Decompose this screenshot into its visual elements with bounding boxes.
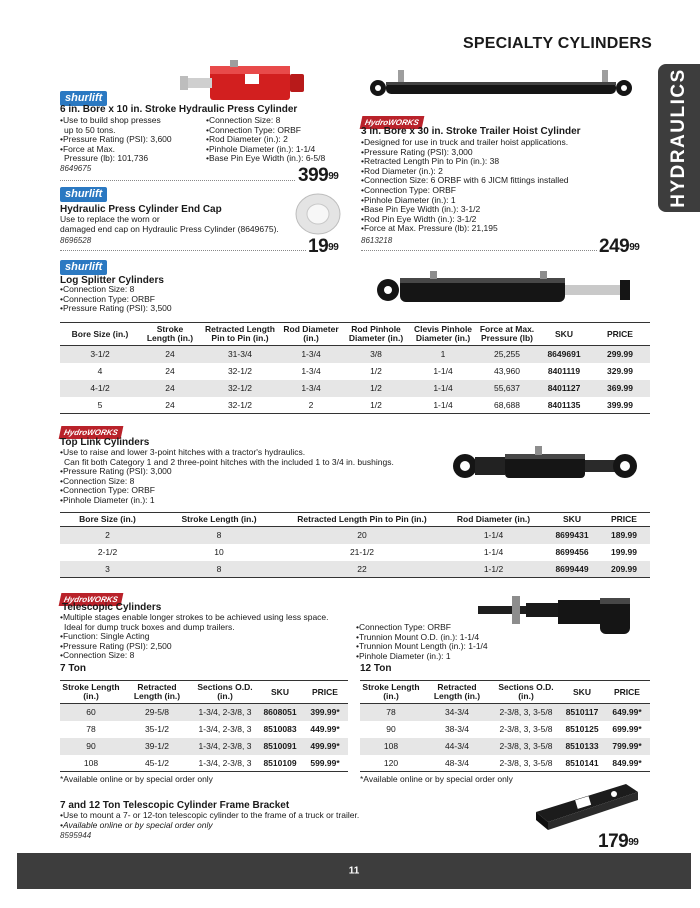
- hoist-cylinder-title: 3 in. Bore x 30 in. Stroke Trailer Hoist Cylinder: [361, 126, 581, 137]
- telescopic-title: Telescopic Cylinders: [62, 602, 162, 613]
- table-cell: 1-3/4: [280, 346, 342, 363]
- footnote-7-ton: *Available online or by special order only: [60, 774, 213, 784]
- feature-line: •Pressure Rating (PSI): 3,600: [60, 134, 172, 145]
- sku-cell: 8510117: [560, 704, 604, 721]
- table-cell: 48-3/4: [422, 755, 492, 772]
- table-cell: 2-3/8, 3, 3-5/8: [499, 724, 553, 734]
- price-dollars: 19: [308, 236, 329, 257]
- sku-cell: 8510133: [560, 738, 604, 755]
- telescopic-7-ton-table: [60, 680, 348, 772]
- top-link-features: [60, 448, 394, 506]
- price-cell: 499.99*: [302, 738, 348, 755]
- telescopic-image: [478, 594, 640, 640]
- column-header: Rod Pinhole Diameter (in.): [342, 323, 410, 346]
- price-cell: 209.99: [598, 561, 650, 578]
- table-cell: 8: [155, 561, 283, 578]
- table-cell: 1/2: [342, 380, 410, 397]
- price-cell: 599.99*: [302, 755, 348, 772]
- table-cell: 25,255: [476, 346, 538, 363]
- section-tab-label: HYDRAULICS: [668, 68, 689, 208]
- table-cell: 1-3/4, 2-3/8, 3: [192, 738, 258, 755]
- shurlift-logo: shurlift: [60, 260, 107, 275]
- log-splitter-features: [60, 285, 172, 314]
- feature-line: •Rod Pin Eye Width (in.): 3-1/2: [361, 213, 477, 224]
- table-row: [60, 397, 650, 414]
- page-footer: [17, 853, 691, 889]
- table-cell: 32-1/2: [227, 366, 253, 376]
- table-cell: 1-1/4: [441, 527, 546, 544]
- table-cell: 8: [155, 527, 283, 544]
- table-cell: 22: [283, 561, 441, 578]
- table-cell: 32-1/2: [200, 397, 280, 414]
- feature-line: up to 50 tons.: [64, 124, 116, 135]
- sku-cell: 8699456: [555, 547, 589, 557]
- table-cell: 1-1/4: [433, 366, 453, 376]
- feature-line: •Pinhole Diameter (in.): 1: [356, 650, 451, 661]
- table-cell: 90: [386, 724, 396, 734]
- table-cell: 120: [360, 755, 422, 772]
- price-cents: 99: [629, 242, 640, 253]
- page-number: 11: [348, 865, 360, 877]
- feature-line: •Retracted Length Pin to Pin (in.): 38: [361, 156, 500, 167]
- feature-line: Can fit both Category 1 and 2 three-point hitches with the included 1 to 3/4 in. bushings.: [64, 456, 394, 467]
- table-cell: 45-1/2: [122, 755, 192, 772]
- table-cell: 24: [165, 366, 175, 376]
- table-cell: 39-1/2: [122, 738, 192, 755]
- column-header: SKU: [258, 681, 302, 704]
- feature-line: •Connection Size: 8: [206, 115, 281, 125]
- sku-cell: 8510091: [258, 738, 302, 755]
- sku-cell: 8510141: [560, 755, 604, 772]
- bracket-feature: •Use to mount a 7- or 12-ton telescopic cylinder to the frame of a truck or trailer.: [60, 810, 360, 820]
- column-header: Sections O.D. (in.): [492, 681, 560, 704]
- desc-line: damaged end cap on Hydraulic Press Cylinder (8649675).: [60, 223, 279, 234]
- feature-line: •Designed for use in truck and trailer hoist applications.: [361, 137, 569, 147]
- table-cell: 1/2: [370, 366, 382, 376]
- shurlift-logo: shurlift: [60, 91, 107, 106]
- table-cell: 43,960: [494, 366, 520, 376]
- feature-line: •Connection Type: ORBF: [60, 485, 155, 496]
- table-cell: 78: [86, 724, 96, 734]
- sku-cell: 8699449: [546, 561, 598, 578]
- table-cell: 1: [410, 346, 476, 363]
- column-header: Retracted Length Pin to Pin (in.): [283, 513, 441, 527]
- column-header: Stroke Length (in.): [60, 681, 122, 704]
- table-cell: 24: [140, 380, 200, 397]
- table-cell: 1/2: [342, 397, 410, 414]
- footnote-12-ton: *Available online or by special order only: [360, 774, 513, 784]
- table-cell: 2-3/8, 3, 3-5/8: [492, 755, 560, 772]
- end-cap-sku: 8696528: [60, 236, 92, 245]
- table-cell: 2-1/2: [97, 547, 118, 557]
- hoist-cylinder-sku: 8613218: [361, 236, 393, 245]
- table-cell: 4: [97, 366, 103, 376]
- end-cap-price: [308, 237, 338, 257]
- table-row: [60, 346, 650, 363]
- bracket-title: 7 and 12 Ton Telescopic Cylinder Frame Bracket: [60, 800, 290, 811]
- table-row: [60, 704, 348, 721]
- feature-line: •Connection Size: 8: [60, 650, 135, 661]
- column-header: Rod Diameter (in.): [441, 513, 546, 527]
- price-cell: 699.99*: [612, 724, 642, 734]
- sku-cell: 8699431: [546, 527, 598, 544]
- telescopic-12-ton-table: [360, 680, 650, 772]
- feature-line: •Pressure Rating (PSI): 3,500: [60, 303, 172, 314]
- table-header-row: [60, 323, 650, 346]
- table-cell: 2-3/8, 3, 3-5/8: [492, 738, 560, 755]
- table-cell: 1-3/4, 2-3/8, 3: [192, 755, 258, 772]
- table-row: [360, 755, 650, 772]
- table-cell: 3-1/2: [60, 346, 140, 363]
- table-cell: 1-3/4: [280, 380, 342, 397]
- price-cents: 99: [628, 837, 639, 848]
- feature-line: •Base Pin Eye Width (in.): 6-5/8: [206, 153, 326, 164]
- hydroworks-logo: HydroWORKS: [59, 426, 124, 439]
- column-header: Retracted Length (in.): [122, 681, 192, 704]
- feature-line: •Pinhole Diameter (in.): 1-1/4: [206, 143, 316, 154]
- table-row: [60, 544, 650, 561]
- table-cell: 108: [60, 755, 122, 772]
- column-header: SKU: [546, 513, 598, 527]
- column-header: Bore Size (in.): [60, 513, 155, 527]
- table-cell: 90: [60, 738, 122, 755]
- price-cell: 799.99*: [604, 738, 650, 755]
- divider: [60, 250, 306, 251]
- ton7-label: 7 Ton: [60, 663, 86, 674]
- table-cell: 35-1/2: [144, 724, 170, 734]
- table-cell: 44-3/4: [422, 738, 492, 755]
- table-row: [60, 527, 650, 544]
- sku-cell: 8510125: [565, 724, 599, 734]
- press-cylinder-features-right: [206, 116, 325, 164]
- feature-line: •Rod Diameter (in.): 2: [206, 134, 288, 145]
- table-cell: 1-1/4: [410, 380, 476, 397]
- price-dollars: 399: [298, 165, 329, 186]
- top-link-image: [445, 442, 645, 490]
- sku-cell: 8649691: [538, 346, 590, 363]
- table-cell: 24: [140, 397, 200, 414]
- end-cap-image: [292, 190, 344, 236]
- price-cell: 199.99: [611, 547, 637, 557]
- feature-line: •Connection Type: ORBF: [206, 124, 301, 135]
- top-link-table: [60, 512, 650, 578]
- feature-line: •Pressure Rating (PSI): 3,000: [60, 466, 172, 477]
- column-header: SKU: [538, 323, 590, 346]
- hoist-cylinder-image: [358, 68, 638, 110]
- column-header: Stroke Length (in.): [360, 681, 422, 704]
- price-dollars: 179: [598, 831, 629, 852]
- sku-cell: 8401119: [547, 366, 581, 376]
- telescopic-features-right: [356, 623, 488, 661]
- feature-line: •Force at Max.: [60, 143, 115, 154]
- table-cell: 1-1/2: [441, 561, 546, 578]
- bracket-sku: 8595944: [60, 831, 92, 840]
- log-splitter-image: [370, 268, 640, 310]
- table-cell: 2: [280, 397, 342, 414]
- desc-line: Use to replace the worn or: [60, 214, 160, 224]
- feature-line: •Function: Single Acting: [60, 631, 150, 642]
- column-header: Retracted Length Pin to Pin (in.): [200, 323, 280, 346]
- sku-cell: 8401127: [538, 380, 590, 397]
- table-cell: 20: [283, 527, 441, 544]
- table-cell: 32-1/2: [200, 380, 280, 397]
- sku-cell: 8510083: [263, 724, 297, 734]
- divider: [361, 250, 597, 251]
- feature-line: •Force at Max. Pressure (lb): 21,195: [361, 223, 498, 234]
- table-row: [360, 721, 650, 738]
- column-header: Rod Diameter (in.): [280, 323, 342, 346]
- feature-line: •Pressure Rating (PSI): 2,500: [60, 640, 172, 651]
- page-title: SPECIALTY CYLINDERS: [462, 35, 652, 52]
- table-cell: 108: [360, 738, 422, 755]
- price-cell: 329.99: [607, 366, 633, 376]
- bracket-price: [598, 832, 638, 852]
- table-cell: 55,637: [476, 380, 538, 397]
- table-cell: 78: [360, 704, 422, 721]
- column-header: Retracted Length (in.): [422, 681, 492, 704]
- table-cell: 3: [60, 561, 155, 578]
- table-header-row: [60, 681, 348, 704]
- price-dollars: 249: [599, 236, 630, 257]
- table-cell: 1-3/4, 2-3/8, 3: [192, 704, 258, 721]
- column-header: PRICE: [598, 513, 650, 527]
- end-cap-title: Hydraulic Press Cylinder End Cap: [60, 204, 222, 215]
- price-cell: 299.99: [590, 346, 650, 363]
- feature-line: Pressure (lb): 101,736: [64, 153, 149, 164]
- price-cell: 399.99*: [302, 704, 348, 721]
- press-cylinder-features-left: [60, 116, 172, 164]
- table-row: [60, 363, 650, 380]
- feature-line: •Base Pin Eye Width (in.): 3-1/2: [361, 204, 481, 215]
- log-splitter-table: [60, 322, 650, 414]
- press-cylinder-price: [298, 166, 338, 186]
- column-header: Force at Max. Pressure (lb): [476, 323, 538, 346]
- table-cell: 38-3/4: [444, 724, 470, 734]
- table-cell: 68,688: [476, 397, 538, 414]
- price-cents: 99: [328, 171, 339, 182]
- column-header: Clevis Pinhole Diameter (in.): [410, 323, 476, 346]
- table-header-row: [60, 513, 650, 527]
- feature-line: •Connection Size: 8: [60, 284, 135, 294]
- divider: [60, 180, 295, 181]
- table-cell: 29-5/8: [122, 704, 192, 721]
- feature-line: •Rod Diameter (in.): 2: [361, 165, 443, 176]
- end-cap-desc: [60, 215, 279, 234]
- table-cell: 1-1/4: [483, 547, 504, 557]
- price-cell: 399.99: [590, 397, 650, 414]
- price-cell: 649.99*: [604, 704, 650, 721]
- feature-line: •Use to build shop presses: [60, 115, 161, 125]
- price-cell: 449.99*: [310, 724, 340, 734]
- feature-line: •Connection Size: 8: [60, 475, 135, 486]
- table-row: [360, 704, 650, 721]
- feature-line: •Pinhole Diameter (in.): 1: [60, 494, 155, 505]
- table-cell: 31-3/4: [200, 346, 280, 363]
- hydroworks-logo: HydroWORKS: [360, 116, 425, 129]
- telescopic-features-left: [60, 613, 329, 661]
- bracket-image: [530, 778, 642, 834]
- shurlift-logo: shurlift: [60, 187, 107, 202]
- table-cell: 2-3/8, 3, 3-5/8: [492, 704, 560, 721]
- table-row: [60, 755, 348, 772]
- sku-cell: 8608051: [258, 704, 302, 721]
- feature-line: •Connection Type: ORBF: [356, 622, 451, 632]
- sku-cell: 8401135: [538, 397, 590, 414]
- column-header: PRICE: [590, 323, 650, 346]
- column-header: Stroke Length (in.): [140, 323, 200, 346]
- hoist-cylinder-price: [599, 237, 639, 257]
- press-cylinder-title: 6 in. Bore x 10 in. Stroke Hydraulic Press Cylinder: [60, 104, 298, 115]
- feature-line: •Connection Type: ORBF: [361, 184, 456, 195]
- column-header: SKU: [560, 681, 604, 704]
- table-cell: 3/8: [342, 346, 410, 363]
- column-header: Bore Size (in.): [60, 323, 140, 346]
- feature-line: •Pinhole Diameter (in.): 1: [361, 194, 456, 205]
- table-row: [60, 380, 650, 397]
- press-cylinder-sku: 8649675: [60, 164, 92, 173]
- feature-line: •Use to raise and lower 3-point hitches with a tractor's hydraulics.: [60, 447, 306, 457]
- bracket-availability: •Available online or by special order only: [60, 820, 213, 830]
- table-cell: 4-1/2: [60, 380, 140, 397]
- table-row: [360, 738, 650, 755]
- table-cell: 1-3/4, 2-3/8, 3: [198, 724, 252, 734]
- feature-line: •Connection Type: ORBF: [60, 293, 155, 304]
- feature-line: •Multiple stages enable longer strokes to be achieved using less space.: [60, 612, 329, 622]
- hydroworks-logo: HydroWORKS: [59, 593, 124, 606]
- top-link-title: Top Link Cylinders: [60, 437, 150, 448]
- table-header-row: [360, 681, 650, 704]
- sku-cell: 8510109: [258, 755, 302, 772]
- feature-line: •Pressure Rating (PSI): 3,000: [361, 146, 473, 157]
- price-cell: 189.99: [598, 527, 650, 544]
- hoist-cylinder-features: [361, 138, 569, 234]
- price-cents: 99: [328, 242, 339, 253]
- ton12-label: 12 Ton: [360, 663, 392, 674]
- table-cell: 21-1/2: [349, 547, 375, 557]
- column-header: PRICE: [604, 681, 650, 704]
- table-row: [60, 721, 348, 738]
- table-cell: 24: [140, 346, 200, 363]
- table-cell: 10: [214, 547, 224, 557]
- table-cell: 1-3/4: [301, 366, 321, 376]
- column-header: PRICE: [302, 681, 348, 704]
- price-cell: 369.99: [590, 380, 650, 397]
- press-cylinder-image: [180, 60, 330, 105]
- feature-line: •Connection Size: 6 ORBF with 6 JICM fittings installed: [361, 175, 569, 186]
- section-tab: [658, 64, 700, 212]
- table-cell: 34-3/4: [422, 704, 492, 721]
- table-row: [60, 738, 348, 755]
- price-cell: 849.99*: [604, 755, 650, 772]
- column-header: Stroke Length (in.): [155, 513, 283, 527]
- column-header: Sections O.D. (in.): [192, 681, 258, 704]
- table-row: [60, 561, 650, 578]
- feature-line: •Trunnion Mount O.D. (in.): 1-1/4: [356, 631, 480, 642]
- log-splitter-title: Log Splitter Cylinders: [60, 275, 164, 286]
- feature-line: Ideal for dump truck boxes and dump trailers.: [64, 621, 235, 632]
- feature-line: •Trunnion Mount Length (in.): 1-1/4: [356, 641, 488, 652]
- table-cell: 60: [60, 704, 122, 721]
- table-cell: 1-1/4: [410, 397, 476, 414]
- table-cell: 5: [60, 397, 140, 414]
- table-cell: 2: [60, 527, 155, 544]
